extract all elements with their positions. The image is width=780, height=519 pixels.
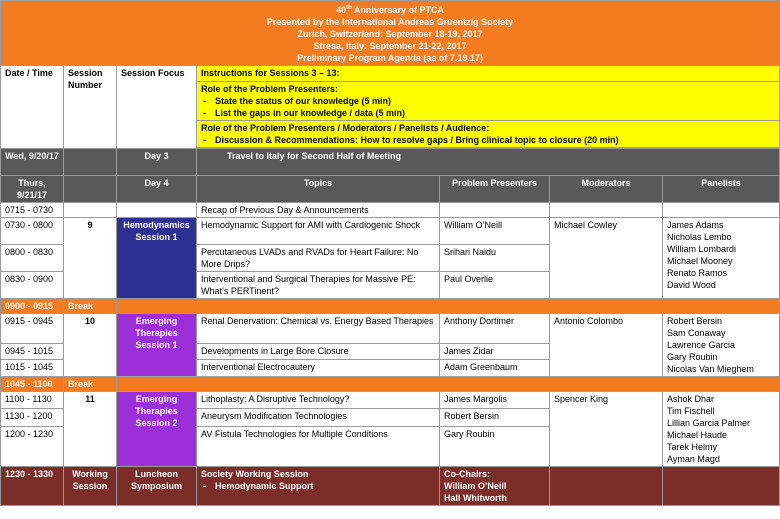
all-roles-instructions bbox=[197, 121, 780, 148]
slot-presenter: Paul Overlie bbox=[440, 272, 550, 299]
session-panelists bbox=[663, 314, 780, 377]
slot-presenter: Srihari Naidu bbox=[440, 245, 550, 272]
slot-time: 0800 - 0830 bbox=[1, 245, 64, 272]
session-number: 9 bbox=[64, 218, 117, 299]
break-time: 0900 - 0915 bbox=[1, 299, 64, 314]
table-row bbox=[1, 392, 780, 409]
slot-time: 1130 - 1200 bbox=[1, 409, 64, 426]
problem-role-item: - State the status of our knowledge (5 min) bbox=[201, 95, 775, 107]
panelist-name: Tarek Helmy bbox=[667, 442, 718, 452]
panelist-name: Tim Fischell bbox=[667, 406, 715, 416]
panelist-name: Robert Bersin bbox=[667, 316, 723, 326]
break-label: Break bbox=[64, 299, 117, 314]
slot-presenter: Robert Bersin bbox=[440, 409, 550, 426]
slot-time: 1100 - 1130 bbox=[1, 392, 64, 409]
day3-date: Wed, 9/20/17 bbox=[1, 149, 64, 176]
slot-topic: Hemodynamic Support for AMI with Cardiogenic Shock bbox=[197, 218, 440, 245]
society-line: Presented by the International Andreas Gruentzig Society bbox=[266, 17, 514, 27]
slot-topic: Developments in Large Bore Closure bbox=[197, 343, 440, 360]
panelist-name: Gary Roubin bbox=[667, 352, 718, 362]
panelist-name: Lawrence Garcia bbox=[667, 340, 736, 350]
break-row bbox=[1, 299, 780, 314]
table-row bbox=[1, 314, 780, 344]
session-panelists bbox=[663, 218, 780, 299]
break-label: Break bbox=[64, 377, 117, 392]
slot-time: 1015 - 1045 bbox=[1, 360, 64, 377]
slot-presenter: James Zidar bbox=[440, 343, 550, 360]
slot-topic: Interventional and Surgical Therapies for Massive PE: What’s PERTinent? bbox=[197, 272, 440, 299]
slot-topic: Aneurysm Modification Technologies bbox=[197, 409, 440, 426]
problem-role-item: - List the gaps in our knowledge / data (5 min) bbox=[201, 107, 775, 119]
slot-time: 0945 - 1015 bbox=[1, 343, 64, 360]
focus-column-header: Session Focus bbox=[117, 66, 197, 149]
session-panelists bbox=[663, 392, 780, 467]
session-moderator: Spencer King bbox=[550, 392, 663, 467]
cochairs-label: Co-Chairs: bbox=[444, 469, 491, 479]
session-number: 10 bbox=[64, 314, 117, 377]
date-column-header: Date / Time bbox=[1, 66, 64, 149]
recap-time: 0715 - 0730 bbox=[1, 203, 64, 218]
cochairs-cell bbox=[440, 467, 550, 506]
moderators-header: Moderators bbox=[550, 176, 663, 203]
agenda-subtitle: Preliminary Program Agenda (as of 7.19.17) bbox=[297, 53, 483, 63]
anniversary-title: 40th Anniversary of PTCA bbox=[336, 5, 444, 15]
panelist-name: Michael Haude bbox=[667, 430, 728, 440]
panelist-name: Renato Ramos bbox=[667, 268, 728, 278]
lunch-title: Society Working Session bbox=[201, 469, 309, 479]
slot-topic: Renal Denervation: Chemical vs. Energy Based Therapies bbox=[197, 314, 440, 344]
lunch-time: 1230 - 1330 bbox=[1, 467, 64, 506]
instructions-title: Instructions for Sessions 3 – 13: bbox=[197, 66, 780, 82]
title-banner bbox=[1, 1, 780, 66]
panelist-name: Michael Mooney bbox=[667, 256, 733, 266]
zurich-line: Zurich, Switzerland: September 18-19, 2017 bbox=[297, 29, 483, 39]
day3-travel-text: Travel to Italy for Second Half of Meeting bbox=[197, 149, 780, 176]
lunch-title-cell bbox=[197, 467, 440, 506]
slot-topic: Lithoplasty: A Disruptive Technology? bbox=[197, 392, 440, 409]
session-focus-hemodynamics: Hemodynamics Session 1 bbox=[117, 218, 197, 299]
slot-presenter: Adam Greenbaum bbox=[440, 360, 550, 377]
stresa-line: Stresa, Italy: September 21-22, 2017 bbox=[313, 41, 467, 51]
panelists-header: Panelists bbox=[663, 176, 780, 203]
problem-role-title: Role of the Problem Presenters: bbox=[201, 84, 339, 94]
day4-label: Day 4 bbox=[117, 176, 197, 203]
problem-presenters-role bbox=[197, 82, 780, 121]
instructions-row bbox=[1, 66, 780, 82]
session-column-header: Session Number bbox=[64, 66, 117, 149]
all-roles-title: Role of the Problem Presenters / Moderators / Panelists / Audience: bbox=[201, 123, 490, 133]
break-row bbox=[1, 377, 780, 392]
presenters-header: Problem Presenters bbox=[440, 176, 550, 203]
table-row bbox=[1, 218, 780, 245]
panelist-name: Lillian Garcia Palmer bbox=[667, 418, 751, 428]
panelist-name: Nicholas Lembo bbox=[667, 232, 732, 242]
day3-row bbox=[1, 149, 780, 176]
topics-header: Topics bbox=[197, 176, 440, 203]
break-time: 1045 - 1100 bbox=[1, 377, 64, 392]
cochair-name: Hall Whitworth bbox=[444, 493, 507, 503]
recap-row bbox=[1, 203, 780, 218]
session-number: 11 bbox=[64, 392, 117, 467]
slot-topic: Interventional Electrocautery bbox=[197, 360, 440, 377]
panelist-name: Sam Conaway bbox=[667, 328, 726, 338]
recap-topic: Recap of Previous Day & Announcements bbox=[197, 203, 440, 218]
slot-time: 1200 - 1230 bbox=[1, 426, 64, 466]
lunch-focus: Luncheon Symposium bbox=[117, 467, 197, 506]
day3-label: Day 3 bbox=[117, 149, 197, 176]
slot-topic: Percutaneous LVADs and RVADs for Heart Failure: No More Drips? bbox=[197, 245, 440, 272]
slot-time: 0830 - 0900 bbox=[1, 272, 64, 299]
slot-time: 0730 - 0800 bbox=[1, 218, 64, 245]
cochair-name: William O’Neill bbox=[444, 481, 507, 491]
session-focus-emerging-1: Emerging Therapies Session 1 bbox=[117, 314, 197, 377]
panelist-name: James Adams bbox=[667, 220, 724, 230]
session-focus-emerging-2: Emerging Therapies Session 2 bbox=[117, 392, 197, 467]
day4-date: Thurs, 9/21/17 bbox=[1, 176, 64, 203]
lunch-item: - Hemodynamic Support bbox=[201, 480, 435, 492]
slot-presenter: William O’Neill bbox=[440, 218, 550, 245]
slot-time: 0915 - 0945 bbox=[1, 314, 64, 344]
slot-topic: AV Fistula Technologies for Multiple Conditions bbox=[197, 426, 440, 466]
slot-presenter: James Margolis bbox=[440, 392, 550, 409]
lunch-session: Working Session bbox=[64, 467, 117, 506]
session-moderator: Michael Cowley bbox=[550, 218, 663, 299]
day4-header-row bbox=[1, 176, 780, 203]
panelist-name: Ashok Dhar bbox=[667, 394, 715, 404]
slot-presenter: Gary Roubin bbox=[440, 426, 550, 466]
lunch-row bbox=[1, 467, 780, 506]
panelist-name: Ayman Magd bbox=[667, 454, 720, 464]
slot-presenter: Anthony Dortimer bbox=[440, 314, 550, 344]
session-moderator: Antonio Colombo bbox=[550, 314, 663, 377]
all-roles-item: - Discussion & Recommendations: How to resolve gaps / Bring clinical topic to closure (20 min) bbox=[201, 134, 775, 146]
panelist-name: Nicolas Van Mieghem bbox=[667, 364, 754, 374]
panelist-name: William Lombardi bbox=[667, 244, 737, 254]
panelist-name: David Wood bbox=[667, 280, 716, 290]
